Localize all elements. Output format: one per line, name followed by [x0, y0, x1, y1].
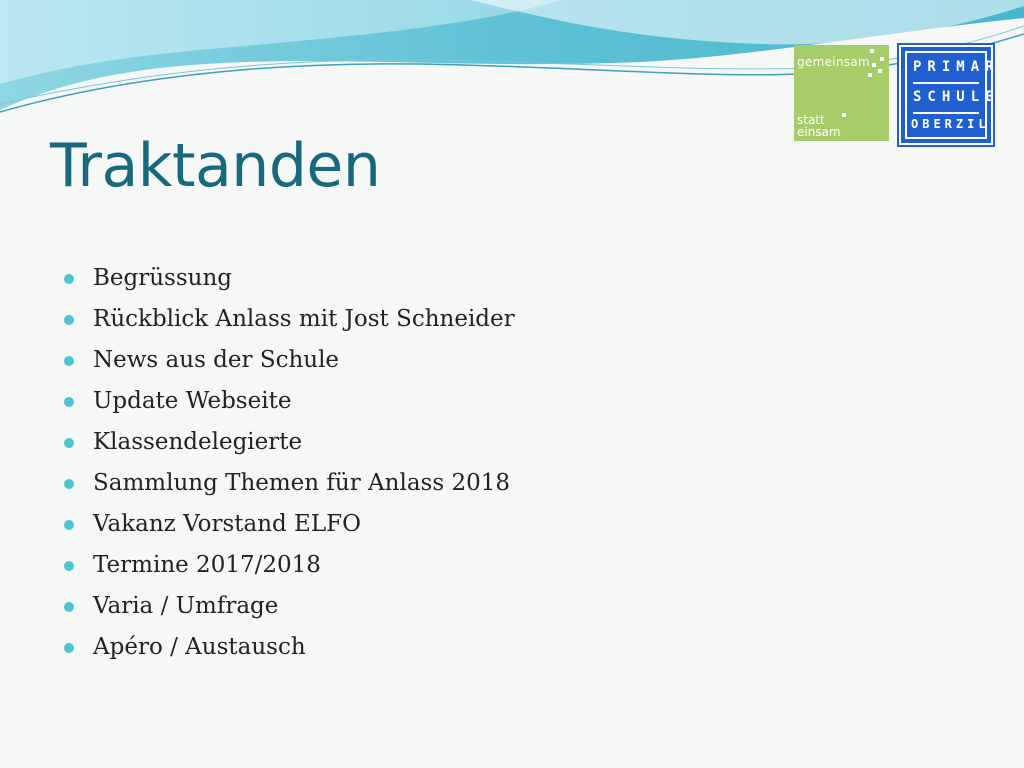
agenda-item [64, 422, 515, 463]
gemeinsam-logo [794, 45, 889, 141]
agenda-item [64, 258, 515, 299]
primarschule-logo [899, 45, 1000, 145]
bullet-icon [64, 356, 74, 366]
logo-text-primar: PRIMAR [913, 59, 1000, 75]
bullet-icon [64, 315, 74, 325]
bullet-icon [64, 561, 74, 571]
logo-divider [913, 82, 979, 84]
logo-square-icon [880, 57, 884, 61]
agenda-item-text: Varia / Umfrage [93, 593, 279, 619]
slide-title: Traktanden [50, 131, 381, 201]
logo-divider [913, 112, 979, 114]
agenda-item-text: Apéro / Austausch [93, 634, 306, 660]
agenda-item-text: News aus der Schule [93, 347, 340, 373]
agenda-item-text: Klassendelegierte [93, 429, 303, 455]
logo-text-oberzil: OBERZIL [911, 117, 990, 131]
logo-square-icon [872, 63, 876, 67]
logo-square-icon [842, 113, 846, 117]
agenda-item [64, 627, 515, 668]
logo-square-icon [868, 73, 872, 77]
agenda-list [64, 258, 515, 668]
logo-text-schule: SCHULE [913, 89, 1000, 105]
agenda-item [64, 381, 515, 422]
bullet-icon [64, 438, 74, 448]
logo-text-einsam: einsam [797, 125, 841, 139]
bullet-icon [64, 479, 74, 489]
agenda-item-text: Vakanz Vorstand ELFO [93, 511, 361, 537]
agenda-item-text: Termine 2017/2018 [93, 552, 321, 578]
agenda-item-text: Rückblick Anlass mit Jost Schneider [93, 306, 515, 332]
agenda-item [64, 545, 515, 586]
bullet-icon [64, 520, 74, 530]
agenda-item [64, 504, 515, 545]
bullet-icon [64, 397, 74, 407]
logo-frame [905, 51, 1000, 139]
agenda-item [64, 463, 515, 504]
agenda-item [64, 299, 515, 340]
agenda-item-text: Sammlung Themen für Anlass 2018 [93, 470, 510, 496]
bullet-icon [64, 643, 74, 653]
logo-square-icon [870, 49, 874, 53]
logo-square-icon [878, 69, 882, 73]
logo-text-statt: statt [797, 113, 825, 127]
logo-text-gemeinsam: gemeinsam [797, 55, 871, 69]
agenda-item [64, 340, 515, 381]
agenda-item [64, 586, 515, 627]
bullet-icon [64, 274, 74, 284]
agenda-item-text: Begrüssung [93, 265, 232, 291]
agenda-item-text: Update Webseite [93, 388, 292, 414]
bullet-icon [64, 602, 74, 612]
